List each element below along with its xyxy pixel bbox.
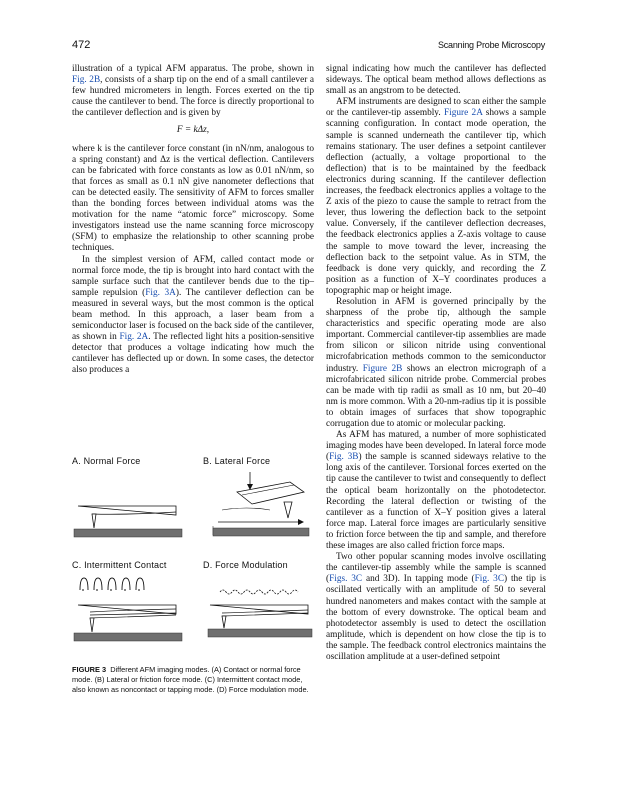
figure-3-caption xyxy=(72,665,314,694)
running-title: Scanning Probe Microscopy xyxy=(437,40,545,50)
right-column xyxy=(326,64,546,663)
ref-figure-2a[interactable]: Figure 2A xyxy=(443,108,483,119)
panel-c-label: C. Intermittent Contact xyxy=(72,560,167,570)
paragraph-3: In the simplest version of AFM, called contact mode or normal force mode, the tip is brought into hard contact with the sample surface such that the cantilever bends due to the tip–sample repulsion (Fig. 3A). The cantilever deflection can be measured in several ways, but the most common is the optical beam method. In this approach, a laser beam from a semiconductor laser is focused on the back side of the cantilever, as shown in Fig. 2A. The reflected light hits a position-sensitive detector that produces a voltage indicating how much the cantilever has deflected up or down. In some cases, the detector also produces a xyxy=(72,254,314,376)
paragraph-r1: signal indicating how much the cantilever has deflected sideways. The optical beam method allows deflections as small as an angstrom to be detected. xyxy=(326,64,546,97)
equation-force: F = kΔz, xyxy=(176,125,210,136)
caption-label: FIGURE 3 xyxy=(72,665,107,674)
figure-3-drawing xyxy=(72,452,314,662)
ref-fig-3a[interactable]: Fig. 3A xyxy=(145,287,176,298)
panel-d-drawing xyxy=(208,590,312,637)
paragraph-r3: Resolution in AFM is governed principally by the sharpness of the probe tip, although the sample characteristics and specific operating mode are also important. Commercial cantilever-tip assemblies are made from silicon or silicon nitride using conventional microfabrication methods common to the semiconductor industry. Figure 2B shows an electron micrograph of a microfabricated silicon nitride probe. Commercial probes can be made with tip radii as small as 10 nm, but 20–40 nm is more common. With a 20-nm-radius tip it is possible to obtain images of surfaces that show topographic corrugation due to atomic or molecular packing. xyxy=(326,296,546,429)
caption-text: Different AFM imaging modes. (A) Contact or normal force mode. (B) Lateral or friction force mode. (C) Intermittent contact mode, also known as noncontact or tapping mode. (D) Force modulation mode. xyxy=(72,665,309,694)
ref-fig-3b[interactable]: Fig. 3B xyxy=(329,452,359,463)
panel-a-drawing xyxy=(74,506,182,537)
paragraph-r5: Two other popular scanning modes involve oscillating the cantilever-tip assembly while the sample is scanned (Figs. 3C and 3D). In tapping mode (Fig. 3C) the tip is oscillated vertically with an amplitude of 50 to several hundred nanometers and makes contact with the sample at the bottom of every downstroke. The optical beam and photodetector assembly is used to detect the oscillation amplitude, which is dependent on how close the tip is to the sample. The feedback control electronics maintains the oscillation amplitude at a user-defined setpoint xyxy=(326,552,546,662)
paragraph-2: where k is the cantilever force constant (in nN/nm, analogous to a spring constant) and Δz is the vertical deflection. Cantilevers can be fabricated with force constants as low as 0.01 nN/nm, so that forces as small as 0.1 nN give nanometer deflections that can be detected easily. The sensitivity of AFM to forces smaller than the bonding forces between individual atoms was the motivation for the name “atomic force” microscopy. Some investigators instead use the name scanning force microscopy (SFM) to emphasize the relationship to other scanning probe techniques. xyxy=(72,143,314,254)
figure-3 xyxy=(72,452,314,662)
panel-a-label: A. Normal Force xyxy=(72,456,141,466)
ref-fig-2a[interactable]: Fig. 2A xyxy=(119,332,149,343)
left-column xyxy=(72,64,314,377)
ref-figure-2b[interactable]: Figure 2B xyxy=(362,363,403,374)
panel-c-drawing xyxy=(74,578,182,641)
panel-d-label: D. Force Modulation xyxy=(203,560,288,570)
paragraph-1: illustration of a typical AFM apparatus. The probe, shown in Fig. 2B, consists of a sharp tip on the end of a small cantilever a few hundred micrometers in length. Forces exerted on the tip cause the cantilever to bend. The force is directly proportional to the cantilever deflection and is given by xyxy=(72,64,315,119)
ref-fig-2b[interactable]: Fig. 2B xyxy=(72,75,101,86)
page-number: 472 xyxy=(72,39,91,51)
paragraph-r2: AFM instruments are designed to scan either the sample or the cantilever-tip assembly. Figure 2A shows a sample scanning configuration. In contact mode operation, the sample is scanned underneath the cantilever tip, which remains stationary. The user defines a setpoint cantilever deflection (actually, a voltage proportional to the deflection) that is to be maintained by the feedback electronics during scanning. If the cantilever deflection increases, the feedback electronics applies a voltage to the Z axis of the piezo to cause the sample to retract from the lever, thus lowering the deflection back to the setpoint value. Conversely, if the cantilever deflection decreases, the feedback electronics applies a Z-axis voltage to cause the sample to move toward the lever, increasing the deflection back to the setpoint value. As in STM, the feedback is done very quickly, and recording the Z position as a function of X–Y coordinates produces a topographic map or height image. xyxy=(326,97,546,296)
ref-fig-3c[interactable]: Fig. 3C xyxy=(474,574,505,585)
ref-figs-3c[interactable]: Figs. 3C xyxy=(329,574,363,585)
panel-b-label: B. Lateral Force xyxy=(203,456,271,466)
paragraph-r4: As AFM has matured, a number of more sophisticated imaging modes have been developed. In lateral force mode (Fig. 3B) the sample is scanned sideways relative to the long axis of the cantilever. Torsional forces exerted on the tip cause the cantilever to twist and consequently to deflect the optical beam horizontally on the photodetector. Recording the lateral deflection or twisting of the cantilever as a function of X–Y position gives a lateral force map. Lateral force images are particularly sensitive to friction force between the tip and sample, and therefore these images are also called friction force maps. xyxy=(326,430,546,552)
panel-b-drawing xyxy=(213,472,309,536)
